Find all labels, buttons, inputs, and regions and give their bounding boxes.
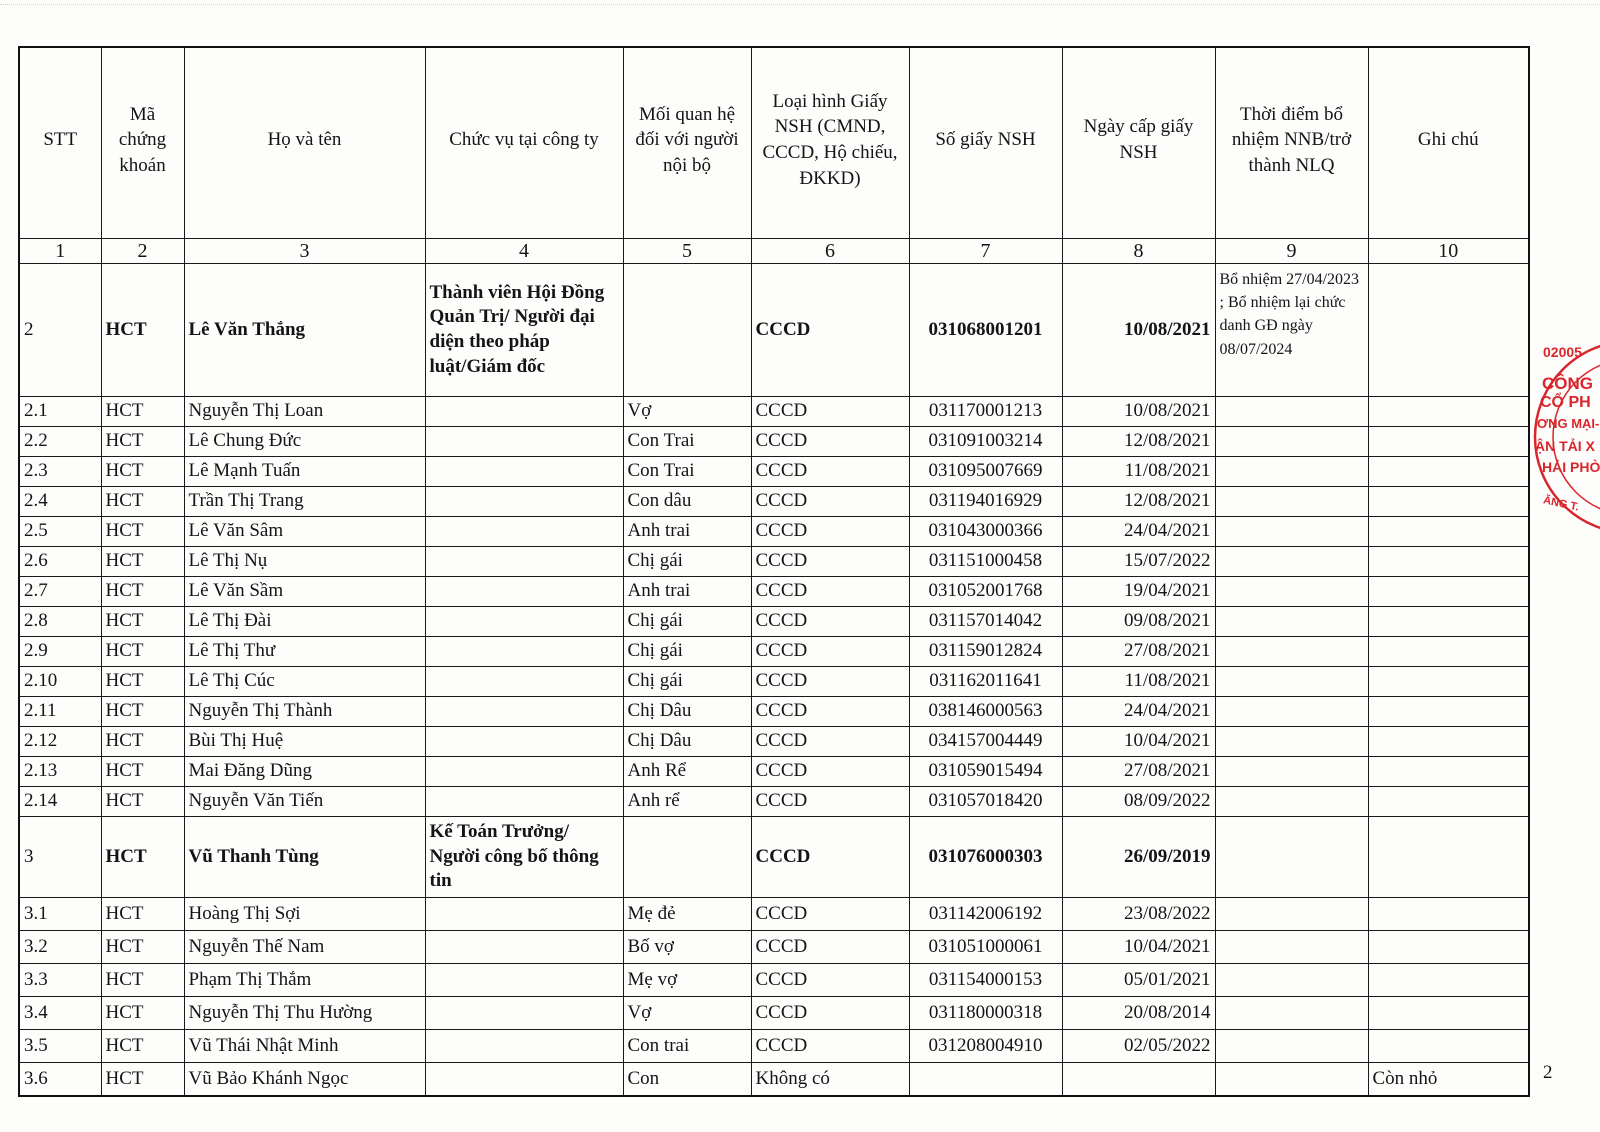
cell-id-number: 038146000563	[909, 697, 1062, 727]
related-person-row	[19, 1063, 1529, 1097]
cell-relationship: Vợ	[623, 997, 751, 1030]
header-appointment-time: Thời điểm bổ nhiệm NNB/trở thành NLQ	[1215, 47, 1368, 239]
cell-note	[1368, 457, 1529, 487]
header-relationship: Mối quan hệ đối với người nội bộ	[623, 47, 751, 239]
cell-position	[425, 517, 623, 547]
cell-id-number: 031142006192	[909, 898, 1062, 931]
column-number: 4	[425, 239, 623, 264]
cell-appointment-time	[1215, 817, 1368, 898]
cell-id-number: 031154000153	[909, 964, 1062, 997]
cell-note	[1368, 1030, 1529, 1063]
cell-note	[1368, 667, 1529, 697]
cell-id-type: CCCD	[751, 757, 909, 787]
seal-text: CỔ PH	[1540, 394, 1591, 411]
cell-issue-date: 20/08/2014	[1062, 997, 1215, 1030]
cell-stt: 2.10	[19, 667, 101, 697]
cell-position	[425, 697, 623, 727]
cell-position	[425, 787, 623, 817]
cell-relationship: Con Trai	[623, 427, 751, 457]
cell-securities-code: HCT	[101, 427, 184, 457]
cell-note	[1368, 487, 1529, 517]
cell-note	[1368, 817, 1529, 898]
cell-id-number: 031208004910	[909, 1030, 1062, 1063]
cell-securities-code: HCT	[101, 727, 184, 757]
cell-securities-code: HCT	[101, 1063, 184, 1097]
cell-position	[425, 547, 623, 577]
cell-securities-code: HCT	[101, 964, 184, 997]
cell-id-type: CCCD	[751, 997, 909, 1030]
cell-issue-date: 10/04/2021	[1062, 931, 1215, 964]
related-person-row	[19, 487, 1529, 517]
related-person-row	[19, 457, 1529, 487]
cell-appointment-time	[1215, 427, 1368, 457]
header-securities-code: Mã chứng khoán	[101, 47, 184, 239]
cell-id-type: CCCD	[751, 1030, 909, 1063]
related-person-row	[19, 727, 1529, 757]
cell-id-type: CCCD	[751, 667, 909, 697]
cell-issue-date: 27/08/2021	[1062, 637, 1215, 667]
cell-note	[1368, 757, 1529, 787]
related-person-row	[19, 997, 1529, 1030]
cell-position	[425, 637, 623, 667]
cell-issue-date: 23/08/2022	[1062, 898, 1215, 931]
cell-full-name: Trần Thị Trang	[184, 487, 425, 517]
scan-artifact-line	[0, 4, 1600, 5]
column-number: 9	[1215, 239, 1368, 264]
related-person-row	[19, 667, 1529, 697]
seal-text: ẬN TẢI X	[1535, 438, 1595, 454]
cell-issue-date: 19/04/2021	[1062, 577, 1215, 607]
cell-note	[1368, 427, 1529, 457]
insider-row	[19, 264, 1529, 397]
cell-full-name: Vũ Thái Nhật Minh	[184, 1030, 425, 1063]
cell-stt: 2.5	[19, 517, 101, 547]
cell-note	[1368, 517, 1529, 547]
cell-stt: 3.4	[19, 997, 101, 1030]
cell-appointment-time: Bổ nhiệm 27/04/2023 ; Bổ nhiệm lại chức danh GĐ ngày 08/07/2024	[1215, 264, 1368, 397]
cell-position: Kế Toán Trưởng/ Người công bố thông tin	[425, 817, 623, 898]
cell-id-number: 031076000303	[909, 817, 1062, 898]
header-note: Ghi chú	[1368, 47, 1529, 239]
related-person-row	[19, 931, 1529, 964]
cell-securities-code: HCT	[101, 757, 184, 787]
cell-position	[425, 1063, 623, 1097]
cell-position	[425, 931, 623, 964]
insider-row	[19, 817, 1529, 898]
cell-appointment-time	[1215, 517, 1368, 547]
cell-full-name: Lê Thị Nụ	[184, 547, 425, 577]
cell-note	[1368, 607, 1529, 637]
cell-securities-code: HCT	[101, 264, 184, 397]
cell-relationship: Anh Rể	[623, 757, 751, 787]
cell-full-name: Lê Thị Thư	[184, 637, 425, 667]
cell-note	[1368, 931, 1529, 964]
cell-id-type: CCCD	[751, 787, 909, 817]
cell-id-number: 031151000458	[909, 547, 1062, 577]
cell-relationship	[623, 264, 751, 397]
cell-position	[425, 457, 623, 487]
cell-relationship: Mẹ vợ	[623, 964, 751, 997]
cell-appointment-time	[1215, 667, 1368, 697]
cell-relationship: Chị gái	[623, 607, 751, 637]
seal-text: ƠNG MẠI-	[1537, 416, 1600, 431]
cell-issue-date: 27/08/2021	[1062, 757, 1215, 787]
cell-id-number: 031091003214	[909, 427, 1062, 457]
cell-id-number: 031170001213	[909, 397, 1062, 427]
related-person-row	[19, 787, 1529, 817]
cell-relationship: Mẹ đẻ	[623, 898, 751, 931]
cell-stt: 2.3	[19, 457, 101, 487]
cell-id-number: 031043000366	[909, 517, 1062, 547]
related-person-row	[19, 964, 1529, 997]
cell-relationship: Anh trai	[623, 577, 751, 607]
cell-position	[425, 607, 623, 637]
cell-relationship: Chị gái	[623, 637, 751, 667]
cell-appointment-time	[1215, 397, 1368, 427]
cell-stt: 3.2	[19, 931, 101, 964]
cell-relationship: Anh rể	[623, 787, 751, 817]
cell-full-name: Nguyễn Thị Thành	[184, 697, 425, 727]
company-seal	[1530, 330, 1600, 545]
related-person-row	[19, 607, 1529, 637]
cell-appointment-time	[1215, 1063, 1368, 1097]
cell-stt: 2.2	[19, 427, 101, 457]
cell-full-name: Lê Văn Thắng	[184, 264, 425, 397]
cell-securities-code: HCT	[101, 697, 184, 727]
cell-position	[425, 757, 623, 787]
cell-full-name: Vũ Bảo Khánh Ngọc	[184, 1063, 425, 1097]
cell-relationship: Chị gái	[623, 667, 751, 697]
cell-securities-code: HCT	[101, 577, 184, 607]
cell-appointment-time	[1215, 577, 1368, 607]
cell-issue-date: 09/08/2021	[1062, 607, 1215, 637]
cell-id-number: 034157004449	[909, 727, 1062, 757]
cell-id-number: 031057018420	[909, 787, 1062, 817]
cell-position	[425, 487, 623, 517]
cell-id-type: CCCD	[751, 637, 909, 667]
related-person-row	[19, 757, 1529, 787]
cell-note	[1368, 577, 1529, 607]
cell-full-name: Nguyễn Thị Loan	[184, 397, 425, 427]
cell-note	[1368, 997, 1529, 1030]
cell-note: Còn nhỏ	[1368, 1063, 1529, 1097]
cell-note	[1368, 547, 1529, 577]
cell-issue-date: 26/09/2019	[1062, 817, 1215, 898]
cell-note	[1368, 264, 1529, 397]
cell-position	[425, 1030, 623, 1063]
column-number: 7	[909, 239, 1062, 264]
cell-position	[425, 667, 623, 697]
cell-appointment-time	[1215, 457, 1368, 487]
cell-position	[425, 577, 623, 607]
column-number: 8	[1062, 239, 1215, 264]
cell-relationship: Anh trai	[623, 517, 751, 547]
cell-issue-date: 15/07/2022	[1062, 547, 1215, 577]
related-persons-table	[18, 46, 1530, 1097]
cell-note	[1368, 697, 1529, 727]
cell-id-number: 031051000061	[909, 931, 1062, 964]
cell-id-type: CCCD	[751, 727, 909, 757]
cell-id-type: CCCD	[751, 697, 909, 727]
cell-securities-code: HCT	[101, 457, 184, 487]
cell-full-name: Hoàng Thị Sợi	[184, 898, 425, 931]
cell-issue-date: 24/04/2021	[1062, 697, 1215, 727]
related-person-row	[19, 898, 1529, 931]
cell-issue-date	[1062, 1063, 1215, 1097]
cell-id-number: 031157014042	[909, 607, 1062, 637]
cell-full-name: Lê Thị Đài	[184, 607, 425, 637]
table-body	[19, 264, 1529, 1097]
cell-issue-date: 08/09/2022	[1062, 787, 1215, 817]
cell-stt: 2.12	[19, 727, 101, 757]
related-person-row	[19, 427, 1529, 457]
cell-position	[425, 727, 623, 757]
cell-full-name: Bùi Thị Huệ	[184, 727, 425, 757]
header-full-name: Họ và tên	[184, 47, 425, 239]
column-number-row	[19, 239, 1529, 264]
cell-appointment-time	[1215, 931, 1368, 964]
cell-relationship: Con	[623, 1063, 751, 1097]
seal-text: ĂNG T.	[1542, 494, 1580, 514]
cell-id-type: CCCD	[751, 397, 909, 427]
related-person-row	[19, 577, 1529, 607]
cell-appointment-time	[1215, 607, 1368, 637]
cell-stt: 3.3	[19, 964, 101, 997]
cell-relationship: Bố vợ	[623, 931, 751, 964]
header-id-type: Loại hình Giấy NSH (CMND, CCCD, Hộ chiếu, ĐKKD)	[751, 47, 909, 239]
cell-id-number: 031052001768	[909, 577, 1062, 607]
cell-stt: 3.5	[19, 1030, 101, 1063]
cell-stt: 2.4	[19, 487, 101, 517]
cell-issue-date: 10/08/2021	[1062, 264, 1215, 397]
cell-issue-date: 12/08/2021	[1062, 487, 1215, 517]
cell-relationship: Vợ	[623, 397, 751, 427]
cell-appointment-time	[1215, 964, 1368, 997]
cell-note	[1368, 727, 1529, 757]
cell-full-name: Mai Đăng Dũng	[184, 757, 425, 787]
page-number: 2	[1543, 1062, 1553, 1083]
related-person-row	[19, 1030, 1529, 1063]
cell-note	[1368, 787, 1529, 817]
header-id-number: Số giấy NSH	[909, 47, 1062, 239]
cell-id-type: CCCD	[751, 487, 909, 517]
related-person-row	[19, 397, 1529, 427]
cell-position: Thành viên Hội Đồng Quản Trị/ Người đại diện theo pháp luật/Giám đốc	[425, 264, 623, 397]
cell-stt: 2.8	[19, 607, 101, 637]
cell-issue-date: 12/08/2021	[1062, 427, 1215, 457]
cell-appointment-time	[1215, 1030, 1368, 1063]
related-person-row	[19, 637, 1529, 667]
column-number: 10	[1368, 239, 1529, 264]
cell-position	[425, 964, 623, 997]
cell-id-type: CCCD	[751, 517, 909, 547]
cell-id-type: CCCD	[751, 607, 909, 637]
cell-full-name: Lê Chung Đức	[184, 427, 425, 457]
cell-position	[425, 997, 623, 1030]
cell-issue-date: 05/01/2021	[1062, 964, 1215, 997]
cell-appointment-time	[1215, 727, 1368, 757]
cell-securities-code: HCT	[101, 898, 184, 931]
cell-appointment-time	[1215, 997, 1368, 1030]
cell-stt: 2.1	[19, 397, 101, 427]
cell-id-type: CCCD	[751, 577, 909, 607]
cell-issue-date: 24/04/2021	[1062, 517, 1215, 547]
cell-relationship: Chị Dâu	[623, 727, 751, 757]
cell-id-number: 031194016929	[909, 487, 1062, 517]
related-person-row	[19, 517, 1529, 547]
cell-full-name: Vũ Thanh Tùng	[184, 817, 425, 898]
cell-note	[1368, 397, 1529, 427]
cell-id-type: CCCD	[751, 964, 909, 997]
cell-securities-code: HCT	[101, 547, 184, 577]
cell-stt: 3.1	[19, 898, 101, 931]
cell-stt: 2.14	[19, 787, 101, 817]
column-number: 3	[184, 239, 425, 264]
cell-securities-code: HCT	[101, 487, 184, 517]
cell-id-number: 031162011641	[909, 667, 1062, 697]
cell-securities-code: HCT	[101, 1030, 184, 1063]
cell-id-type: CCCD	[751, 817, 909, 898]
cell-full-name: Lê Mạnh Tuấn	[184, 457, 425, 487]
cell-id-type: CCCD	[751, 457, 909, 487]
cell-relationship: Chị gái	[623, 547, 751, 577]
column-number: 6	[751, 239, 909, 264]
cell-securities-code: HCT	[101, 931, 184, 964]
cell-appointment-time	[1215, 787, 1368, 817]
cell-stt: 2.13	[19, 757, 101, 787]
cell-appointment-time	[1215, 637, 1368, 667]
cell-stt: 2	[19, 264, 101, 397]
cell-position	[425, 427, 623, 457]
cell-id-number: 031159012824	[909, 637, 1062, 667]
cell-appointment-time	[1215, 487, 1368, 517]
cell-securities-code: HCT	[101, 397, 184, 427]
cell-securities-code: HCT	[101, 787, 184, 817]
cell-appointment-time	[1215, 697, 1368, 727]
cell-note	[1368, 898, 1529, 931]
cell-id-number: 031059015494	[909, 757, 1062, 787]
seal-text: CÔNG	[1542, 374, 1593, 393]
cell-issue-date: 10/08/2021	[1062, 397, 1215, 427]
cell-full-name: Phạm Thị Thắm	[184, 964, 425, 997]
related-person-row	[19, 547, 1529, 577]
cell-id-number: 031180000318	[909, 997, 1062, 1030]
cell-id-number: 031068001201	[909, 264, 1062, 397]
column-number: 1	[19, 239, 101, 264]
cell-stt: 3.6	[19, 1063, 101, 1097]
cell-stt: 2.9	[19, 637, 101, 667]
cell-stt: 3	[19, 817, 101, 898]
related-person-row	[19, 697, 1529, 727]
cell-issue-date: 02/05/2022	[1062, 1030, 1215, 1063]
cell-securities-code: HCT	[101, 637, 184, 667]
cell-stt: 2.6	[19, 547, 101, 577]
cell-id-type: CCCD	[751, 427, 909, 457]
cell-securities-code: HCT	[101, 667, 184, 697]
cell-securities-code: HCT	[101, 607, 184, 637]
cell-securities-code: HCT	[101, 517, 184, 547]
cell-full-name: Nguyễn Thị Thu Hường	[184, 997, 425, 1030]
cell-id-number: 031095007669	[909, 457, 1062, 487]
cell-id-number	[909, 1063, 1062, 1097]
cell-id-type: CCCD	[751, 264, 909, 397]
table-header-row	[19, 47, 1529, 239]
cell-id-type: CCCD	[751, 547, 909, 577]
cell-id-type: Không có	[751, 1063, 909, 1097]
cell-relationship: Chị Dâu	[623, 697, 751, 727]
cell-full-name: Lê Văn Sâm	[184, 517, 425, 547]
cell-securities-code: HCT	[101, 997, 184, 1030]
cell-issue-date: 11/08/2021	[1062, 457, 1215, 487]
cell-position	[425, 397, 623, 427]
cell-relationship: Con dâu	[623, 487, 751, 517]
cell-stt: 2.7	[19, 577, 101, 607]
cell-appointment-time	[1215, 757, 1368, 787]
cell-appointment-time	[1215, 547, 1368, 577]
cell-issue-date: 11/08/2021	[1062, 667, 1215, 697]
cell-full-name: Nguyễn Văn Tiến	[184, 787, 425, 817]
cell-id-type: CCCD	[751, 931, 909, 964]
cell-note	[1368, 637, 1529, 667]
cell-stt: 2.11	[19, 697, 101, 727]
cell-full-name: Lê Thị Cúc	[184, 667, 425, 697]
column-number: 2	[101, 239, 184, 264]
seal-text: 02005	[1543, 344, 1582, 360]
cell-full-name: Nguyễn Thế Nam	[184, 931, 425, 964]
cell-relationship: Con Trai	[623, 457, 751, 487]
header-stt: STT	[19, 47, 101, 239]
cell-note	[1368, 964, 1529, 997]
column-number: 5	[623, 239, 751, 264]
cell-position	[425, 898, 623, 931]
cell-appointment-time	[1215, 898, 1368, 931]
cell-securities-code: HCT	[101, 817, 184, 898]
cell-relationship	[623, 817, 751, 898]
header-issue-date: Ngày cấp giấy NSH	[1062, 47, 1215, 239]
cell-id-type: CCCD	[751, 898, 909, 931]
cell-full-name: Lê Văn Sầm	[184, 577, 425, 607]
cell-issue-date: 10/04/2021	[1062, 727, 1215, 757]
header-position: Chức vụ tại công ty	[425, 47, 623, 239]
seal-text: HẢI PHÒ	[1542, 459, 1600, 475]
cell-relationship: Con trai	[623, 1030, 751, 1063]
